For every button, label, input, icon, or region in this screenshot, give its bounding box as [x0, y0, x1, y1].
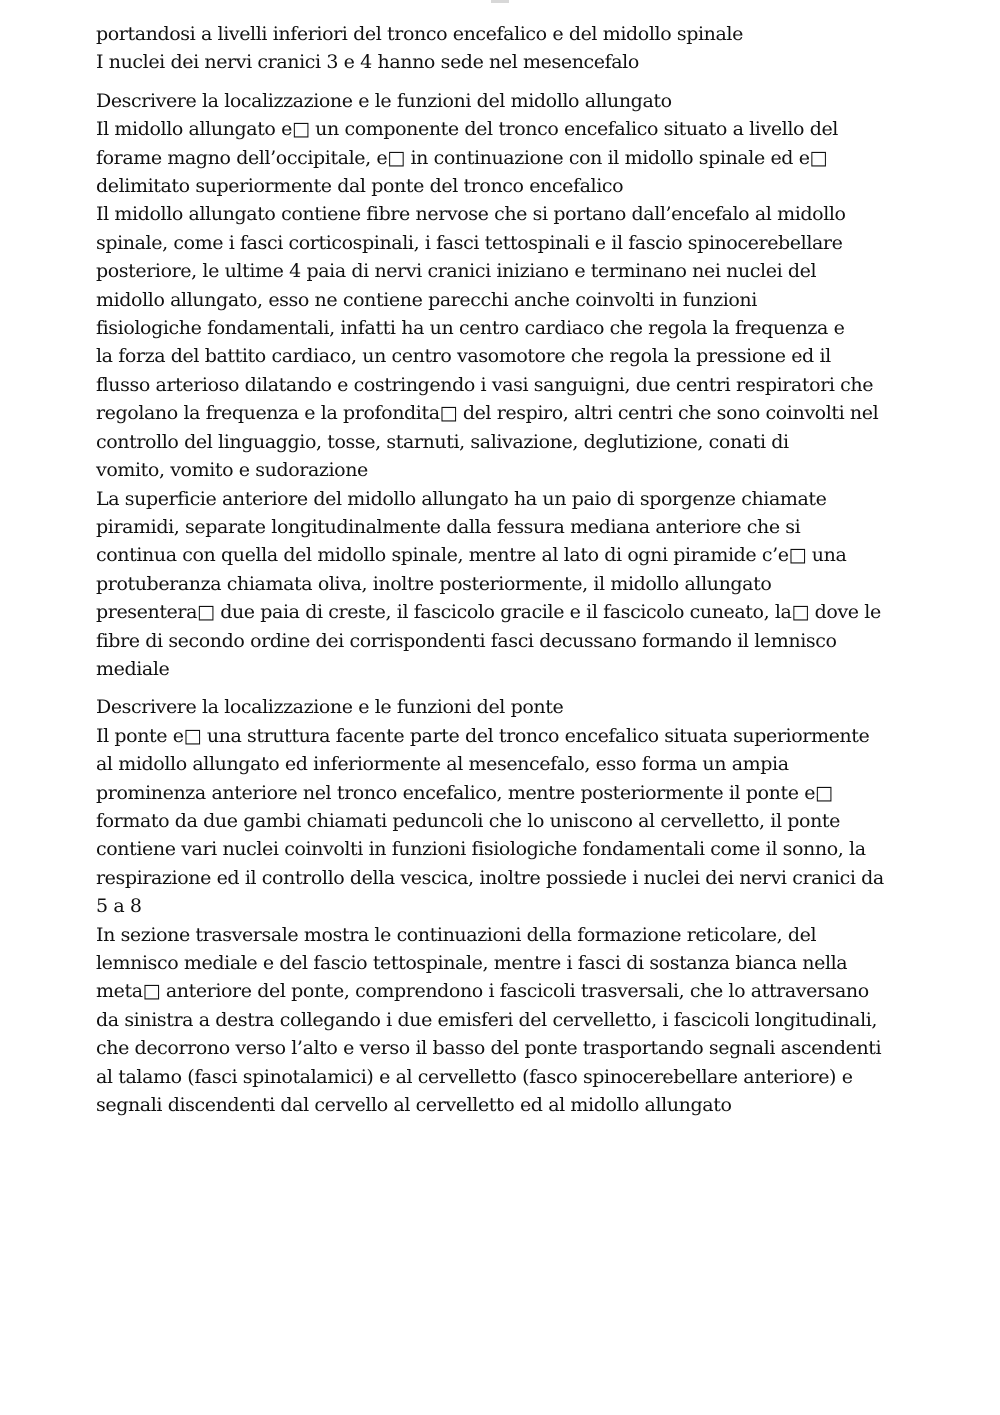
- text-line: formato da due gambi chiamati peduncoli che lo uniscono al cervelletto, il ponte: [96, 809, 841, 832]
- text-line: respirazione ed il controllo della vescica, inoltre possiede i nuclei dei nervi cranici da: [96, 866, 884, 889]
- text-line: portandosi a livelli inferiori del tronco encefalico e del midollo spinale: [96, 23, 743, 45]
- text-line: Il midollo allungato contiene fibre nervose che si portano dall’encefalo al midollo: [96, 203, 846, 226]
- text-line: controllo del linguaggio, tosse, starnuti, salivazione, deglutizione, conati di: [96, 430, 789, 453]
- text-block: [96, 693, 926, 1119]
- text-line: spinale, come i fasci corticospinali, i fasci tettospinali e il fascio spinocerebellare: [96, 231, 843, 254]
- text-line: segnali discendenti dal cervello al cervelletto ed al midollo allungato: [96, 1094, 732, 1117]
- text-line: al midollo allungato ed inferiormente al mesencefalo, esso forma un ampia: [96, 753, 789, 776]
- text-line: continua con quella del midollo spinale, mentre al lato di ogni piramide c’e□ una: [96, 544, 847, 567]
- text-line: In sezione trasversale mostra le continuazioni della formazione reticolare, del: [96, 923, 817, 946]
- text-line: meta□ anteriore del ponte, comprendono i fascicoli trasversali, che lo attraversano: [96, 980, 869, 1003]
- text-line: protuberanza chiamata oliva, inoltre posteriormente, il midollo allungato: [96, 572, 772, 595]
- text-line: fisiologiche fondamentali, infatti ha un centro cardiaco che regola la frequenza e: [96, 317, 845, 340]
- text-line: regolano la frequenza e la profondita□ del respiro, altri centri che sono coinvolti nel: [96, 402, 879, 425]
- text-line: Il ponte e□ una struttura facente parte del tronco encefalico situata superiormente: [96, 724, 870, 747]
- text-line: presentera□ due paia di creste, il fascicolo gracile e il fascicolo cuneato, la□ dove le: [96, 601, 881, 624]
- text-line: I nuclei dei nervi cranici 3 e 4 hanno sede nel mesencefalo: [96, 51, 639, 74]
- text-line: vomito, vomito e sudorazione: [96, 459, 368, 482]
- text-line: al talamo (fasci spinotalamici) e al cervelletto (fasco spinocerebellare anteriore) e: [96, 1065, 853, 1088]
- text-line: 5 a 8: [96, 895, 142, 918]
- top-header-mark: [491, 0, 509, 3]
- text-line: forame magno dell’occipitale, e□ in continuazione con il midollo spinale ed e□: [96, 146, 828, 169]
- text-line: flusso arterioso dilatando e costringendo i vasi sanguigni, due centri respiratori che: [96, 373, 874, 396]
- text-line: che decorrono verso l’alto e verso il basso del ponte trasportando segnali ascendenti: [96, 1037, 882, 1060]
- text-line: fibre di secondo ordine dei corrispondenti fasci decussano formando il lemnisco: [96, 629, 837, 652]
- text-line: mediale: [96, 657, 170, 680]
- text-line: lemnisco mediale e del fascio tettospinale, mentre i fasci di sostanza bianca nella: [96, 952, 848, 974]
- text-block: [96, 87, 926, 684]
- text-line: La superficie anteriore del midollo allungato ha un paio di sporgenze chiamate: [96, 487, 827, 510]
- text-line: delimitato superiormente dal ponte del tronco encefalico: [96, 175, 624, 198]
- text-line: midollo allungato, esso ne contiene parecchi anche coinvolti in funzioni: [96, 288, 757, 311]
- text-block: [96, 20, 926, 77]
- text-line: Il midollo allungato e□ un componente del tronco encefalico situato a livello del: [96, 118, 838, 141]
- text-line: Descrivere la localizzazione e le funzioni del ponte: [96, 696, 564, 719]
- text-line: prominenza anteriore nel tronco encefalico, mentre posteriormente il ponte e□: [96, 781, 833, 804]
- text-line: contiene vari nuclei coinvolti in funzioni fisiologiche fondamentali come il sonno, la: [96, 838, 866, 861]
- text-line: piramidi, separate longitudinalmente dalla fessura mediana anteriore che si: [96, 515, 801, 538]
- text-line: Descrivere la localizzazione e le funzioni del midollo allungato: [96, 89, 672, 112]
- text-line: da sinistra a destra collegando i due emisferi del cervelletto, i fascicoli longitudinali,: [96, 1008, 878, 1031]
- text-line: la forza del battito cardiaco, un centro vasomotore che regola la pressione ed il: [96, 345, 831, 368]
- document-page: [96, 20, 926, 1119]
- text-line: posteriore, le ultime 4 paia di nervi cranici iniziano e terminano nei nuclei del: [96, 260, 817, 283]
